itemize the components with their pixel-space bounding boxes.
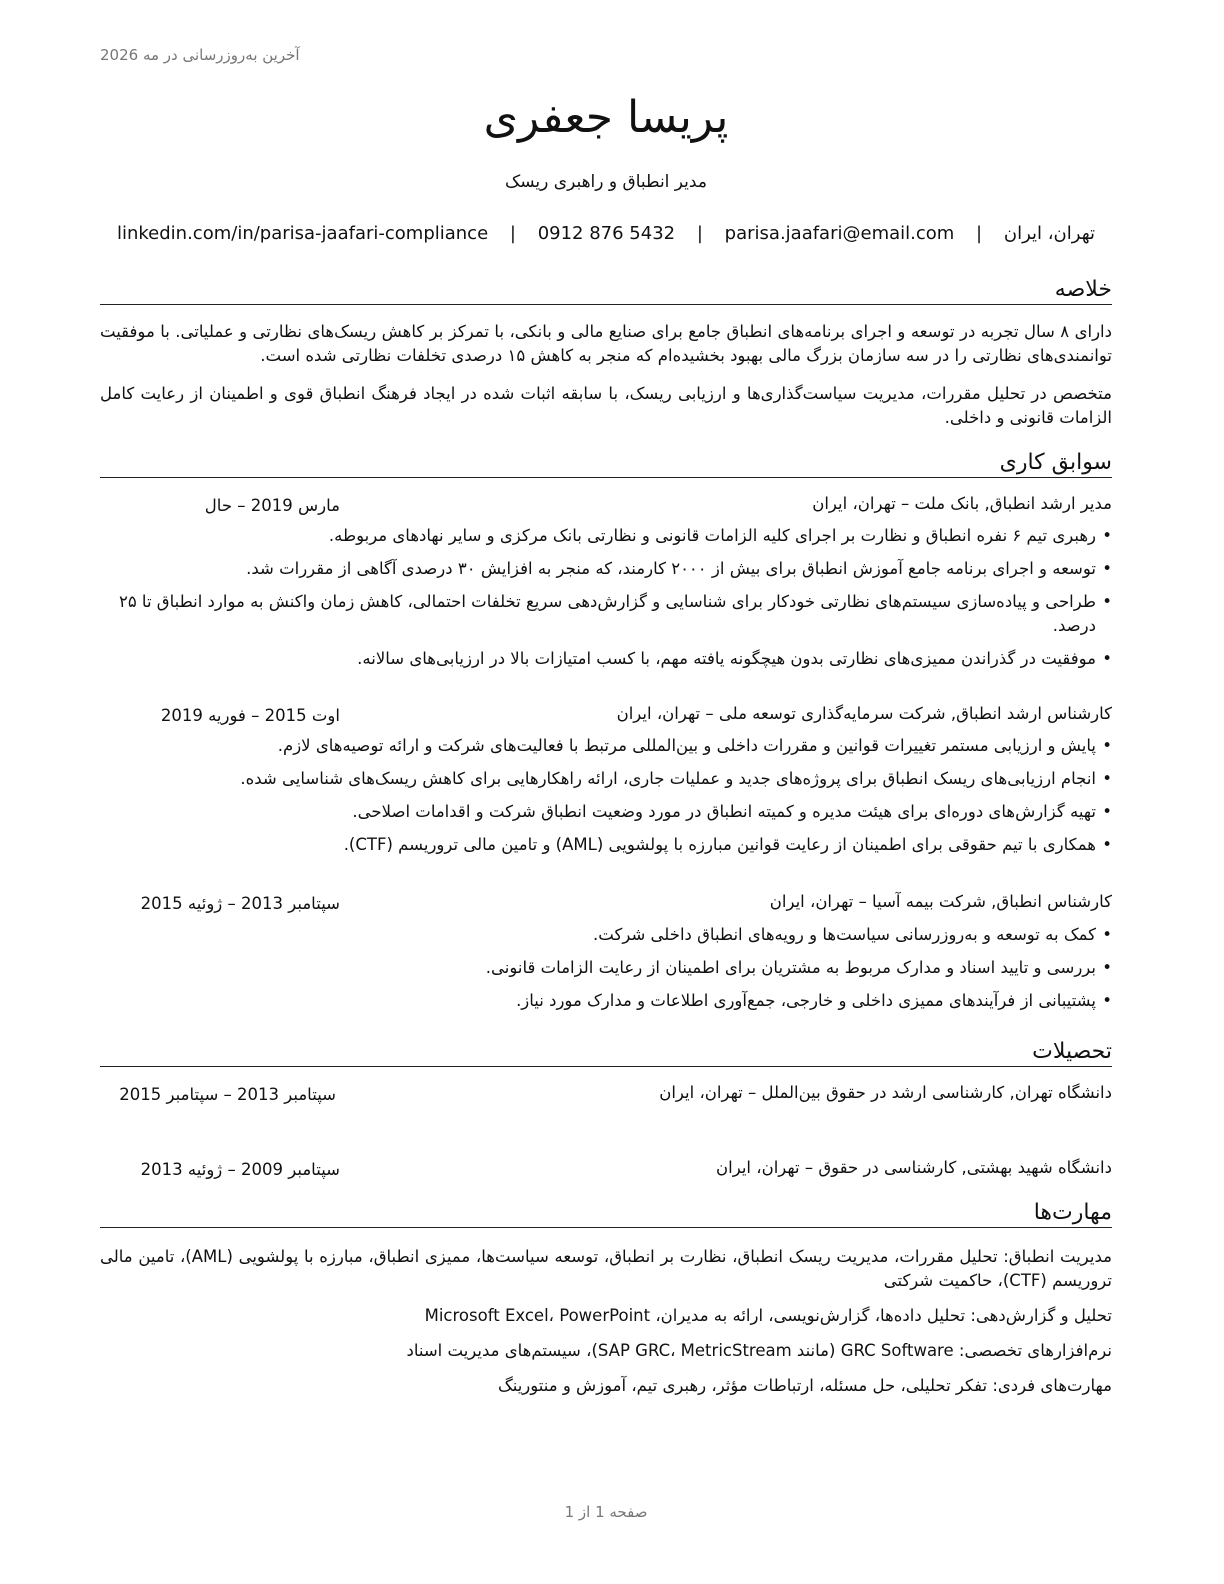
job-title: مدیر انطباق و راهبری ریسک [505,172,707,192]
list-item: • پشتیبانی از فرآیندهای ممیزی داخلی و خارجی، جمع‌آوری اطلاعات و مدارک مورد نیاز. [100,989,1112,1013]
skills-heading: مهارت‌ها [100,1201,1112,1228]
education-org: دانشگاه تهران, کارشناسی ارشد در حقوق بین‌الملل – تهران، ایران [659,1083,1112,1102]
skill-line: مدیریت انطباق: تحلیل مقررات، مدیریت ریسک انطباق، نظارت بر انطباق، توسعه سیاست‌ها، ممیزی انطباق، مبارزه با پولشویی (AML)، تامین مالی تروریسم (CTF)، حاکمیت شرکتی [100,1247,1112,1290]
last-updated: آخرین به‌روزرسانی در مه 2026 [100,46,300,64]
education-date: سپتامبر 2013 – سپتامبر 2015 [119,1085,336,1104]
job-date: مارس 2019 – حال [204,496,340,515]
contact-location: تهران، ایران [1003,223,1095,244]
job-date: اوت 2015 – فوریه 2019 [160,706,340,725]
resume-page [100,0,1112,1584]
skill-line: نرم‌افزارهای تخصصی: GRC Software (مانند SAP GRC، MetricStream)، سیستم‌های مدیریت اسناد [406,1341,1112,1360]
contact-separator: | [696,223,703,244]
job-org: کارشناس ارشد انطباق, شرکت سرمایه‌گذاری توسعه ملی – تهران، ایران [616,704,1112,723]
list-item: • موفقیت در گذراندن ممیزی‌های نظارتی بدون هیچگونه یافته مهم، با کسب امتیازات بالا در ارزیابی‌های سالانه. [100,647,1112,671]
education-heading: تحصیلات [100,1040,1112,1067]
skill-line: تحلیل و گزارش‌دهی: تحلیل داده‌ها، گزارش‌نویسی، ارائه به مدیران، Microsoft Excel، PowerPoint [424,1306,1112,1325]
list-item: • کمک به توسعه و به‌روزرسانی سیاست‌ها و رویه‌های انطباق داخلی شرکت. [100,923,1112,947]
list-item: • طراحی و پیاده‌سازی سیستم‌های نظارتی خودکار برای شناسایی و گزارش‌دهی سریع تخلفات احتمالی، کاهش زمان واکنش به موارد انطباق تا ۲۵ درصد. [100,590,1112,638]
education-date: سپتامبر 2009 – ژوئیه 2013 [140,1160,340,1179]
contact-linkedin[interactable]: linkedin.com/in/parisa-jaafari-compliance [116,223,489,244]
contact-line [100,223,1112,244]
list-item: • پایش و ارزیابی مستمر تغییرات قوانین و مقررات داخلی و بین‌المللی مرتبط با فعالیت‌های شرکت و ارائه توصیه‌های لازم. [100,734,1112,758]
contact-separator: | [976,223,983,244]
contact-email[interactable]: parisa.jaafari@email.com [724,223,955,244]
list-item: • انجام ارزیابی‌های ریسک انطباق برای پروژه‌های جدید و عملیات جاری، ارائه راهکارهایی برای کاهش ریسک‌های شناسایی شده. [100,767,1112,791]
summary-paragraph: متخصص در تحلیل مقررات، مدیریت سیاست‌گذاری‌ها و ارزیابی ریسک، با سابقه اثبات شده در ایجاد فرهنگ انطباق قوی و اطمینان از رعایت کامل الزامات قانونی و داخلی. [100,384,1112,427]
job-org: مدیر ارشد انطباق, بانک ملت – تهران، ایران [812,494,1112,513]
contact-separator: | [509,223,516,244]
summary-paragraph: دارای ۸ سال تجربه در توسعه و اجرای برنامه‌های انطباق جامع برای صنایع مالی و بانکی، با تمرکز بر کاهش ریسک‌های نظارتی و عملیاتی. با موفقیت توانمندی‌های نظارتی را در سه سازمان بزرگ مالی بهبود بخشیده‌ام که منجر به کاهش ۱۵ درصدی تخلفات نظارتی شده است. [100,322,1112,365]
skill-line: مهارت‌های فردی: تفکر تحلیلی، حل مسئله، ارتباطات مؤثر، رهبری تیم، آموزش و منتورینگ [497,1376,1112,1395]
list-item: • همکاری با تیم حقوقی برای اطمینان از رعایت قوانین مبارزه با پولشویی (AML) و تامین مالی تروریسم (CTF). [100,833,1112,857]
list-item: • رهبری تیم ۶ نفره انطباق و نظارت بر اجرای کلیه الزامات قانونی و نظارتی بانک مرکزی و سایر نهادهای مربوطه. [100,524,1112,548]
list-item: • تهیه گزارش‌های دوره‌ای برای هیئت مدیره و کمیته انطباق در مورد وضعیت انطباق شرکت و اقدامات اصلاحی. [100,800,1112,824]
job-bullets [100,734,1112,866]
job-date: سپتامبر 2013 – ژوئیه 2015 [140,894,340,913]
experience-heading: سوابق کاری [100,451,1112,478]
job-bullets [100,524,1112,680]
job-bullets [100,923,1112,1022]
list-item: • بررسی و تایید اسناد و مدارک مربوط به مشتریان برای اطمینان از رعایت الزامات قانونی. [100,956,1112,980]
summary-heading: خلاصه [100,278,1112,305]
person-name: پریسا جعفری [483,92,729,143]
list-item: • توسعه و اجرای برنامه جامع آموزش انطباق برای بیش از ۲۰۰۰ کارمند، که منجر به افزایش ۳۰ درصدی آگاهی از مقررات شد. [100,557,1112,581]
education-org: دانشگاه شهید بهشتی, کارشناسی در حقوق – تهران، ایران [716,1158,1112,1177]
job-org: کارشناس انطباق, شرکت بیمه آسیا – تهران، ایران [769,892,1112,911]
contact-phone: 0912 876 5432 [537,223,676,244]
page-number: صفحه 1 از 1 [564,1503,648,1521]
